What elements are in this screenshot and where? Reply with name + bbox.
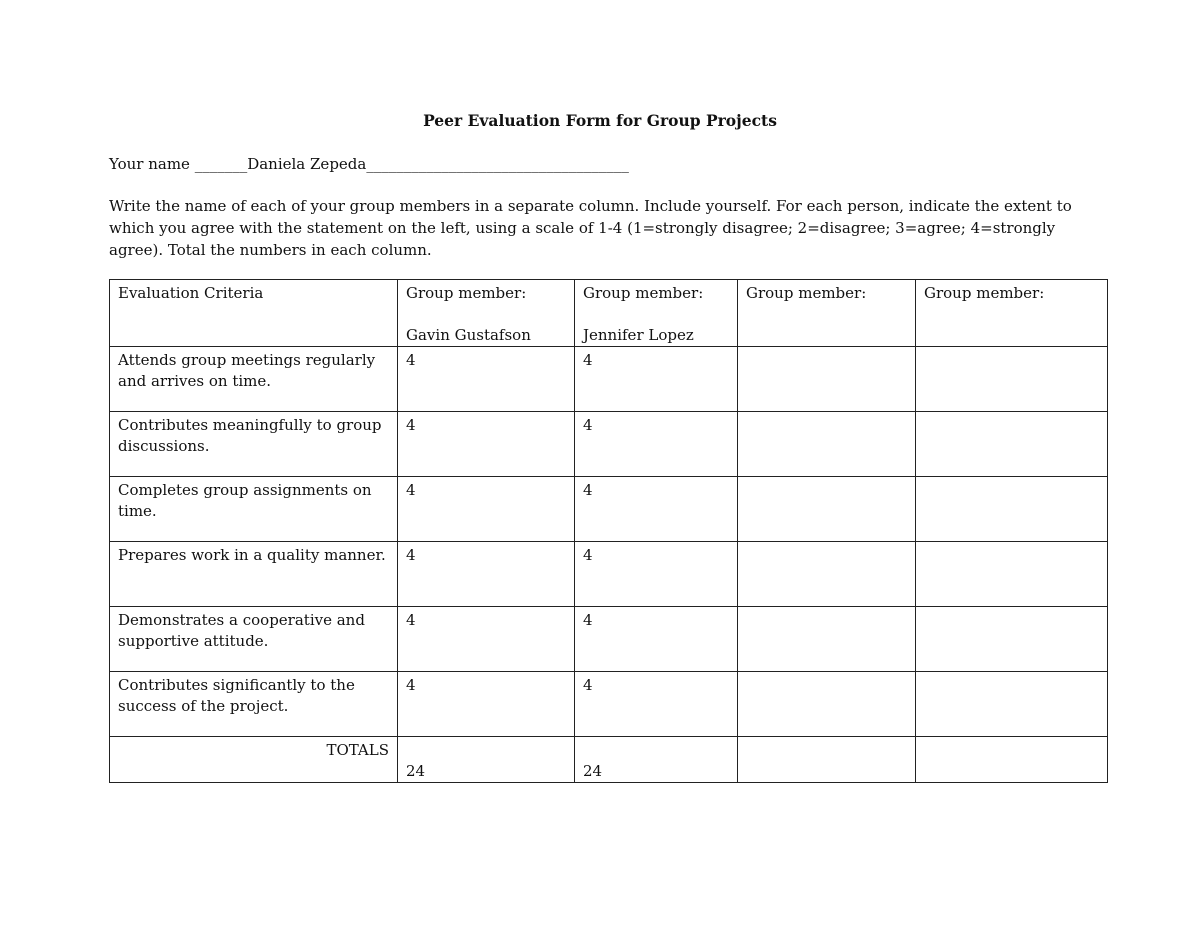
totals-row bbox=[110, 737, 1108, 783]
criterion-cell: Contributes significantly to the success of the project. bbox=[110, 672, 398, 737]
table-row bbox=[110, 672, 1108, 737]
criteria-header-cell bbox=[110, 280, 398, 347]
score-cell: 4 bbox=[398, 607, 575, 672]
total-value: 24 bbox=[406, 762, 426, 780]
instructions-paragraph: Write the name of each of your group members in a separate column. Include yourself. For each person, indicate the extent to which you agree with the statement on the left, using a scale of 1-4 (1=strongly disagree; 2=disagree; 3=agree; 4=strongly agree). Total the numbers in each column. bbox=[109, 197, 1072, 259]
score-cell bbox=[738, 672, 916, 737]
member-label: Group member: bbox=[746, 284, 867, 302]
score-cell bbox=[916, 542, 1108, 607]
member-header-cell bbox=[398, 280, 575, 347]
your-name-line: Your name _______Daniela Zepeda___________________________________ bbox=[109, 155, 629, 173]
form-title: Peer Evaluation Form for Group Projects bbox=[423, 111, 777, 130]
criterion-cell: Attends group meetings regularly and arrives on time. bbox=[110, 347, 398, 412]
score-cell: 4 bbox=[575, 347, 738, 412]
table-header-row bbox=[110, 280, 1108, 347]
score-cell: 4 bbox=[398, 477, 575, 542]
score-cell: 4 bbox=[575, 542, 738, 607]
total-cell bbox=[398, 737, 575, 783]
score-cell: 4 bbox=[398, 542, 575, 607]
total-value: 24 bbox=[583, 762, 603, 780]
score-cell bbox=[916, 347, 1108, 412]
member-header-cell bbox=[916, 280, 1108, 347]
total-cell bbox=[738, 737, 916, 783]
score-cell: 4 bbox=[575, 607, 738, 672]
total-cell bbox=[916, 737, 1108, 783]
score-cell bbox=[738, 542, 916, 607]
evaluation-table bbox=[109, 279, 1108, 783]
score-cell bbox=[738, 607, 916, 672]
member-label: Group member: bbox=[583, 284, 704, 302]
table-row bbox=[110, 477, 1108, 542]
score-cell bbox=[916, 412, 1108, 477]
member-label: Group member: bbox=[924, 284, 1045, 302]
member-name: Gavin Gustafson bbox=[406, 326, 531, 344]
totals-label-cell bbox=[110, 737, 398, 783]
member-label: Group member: bbox=[406, 284, 527, 302]
criterion-cell: Demonstrates a cooperative and supportive attitude. bbox=[110, 607, 398, 672]
table-row bbox=[110, 347, 1108, 412]
criterion-cell: Contributes meaningfully to group discussions. bbox=[110, 412, 398, 477]
score-cell: 4 bbox=[398, 347, 575, 412]
member-header-cell bbox=[738, 280, 916, 347]
criteria-header: Evaluation Criteria bbox=[118, 284, 264, 302]
score-cell: 4 bbox=[575, 672, 738, 737]
score-cell bbox=[916, 607, 1108, 672]
criterion-cell: Completes group assignments on time. bbox=[110, 477, 398, 542]
criterion-cell: Prepares work in a quality manner. bbox=[110, 542, 398, 607]
score-cell: 4 bbox=[398, 672, 575, 737]
score-cell bbox=[916, 672, 1108, 737]
score-cell bbox=[738, 347, 916, 412]
totals-label: TOTALS bbox=[326, 741, 389, 759]
score-cell bbox=[738, 477, 916, 542]
score-cell bbox=[738, 412, 916, 477]
table-row bbox=[110, 412, 1108, 477]
score-cell: 4 bbox=[575, 477, 738, 542]
member-name: Jennifer Lopez bbox=[583, 326, 694, 344]
score-cell bbox=[916, 477, 1108, 542]
table-row bbox=[110, 607, 1108, 672]
member-header-cell bbox=[575, 280, 738, 347]
score-cell: 4 bbox=[575, 412, 738, 477]
table-row bbox=[110, 542, 1108, 607]
total-cell bbox=[575, 737, 738, 783]
score-cell: 4 bbox=[398, 412, 575, 477]
